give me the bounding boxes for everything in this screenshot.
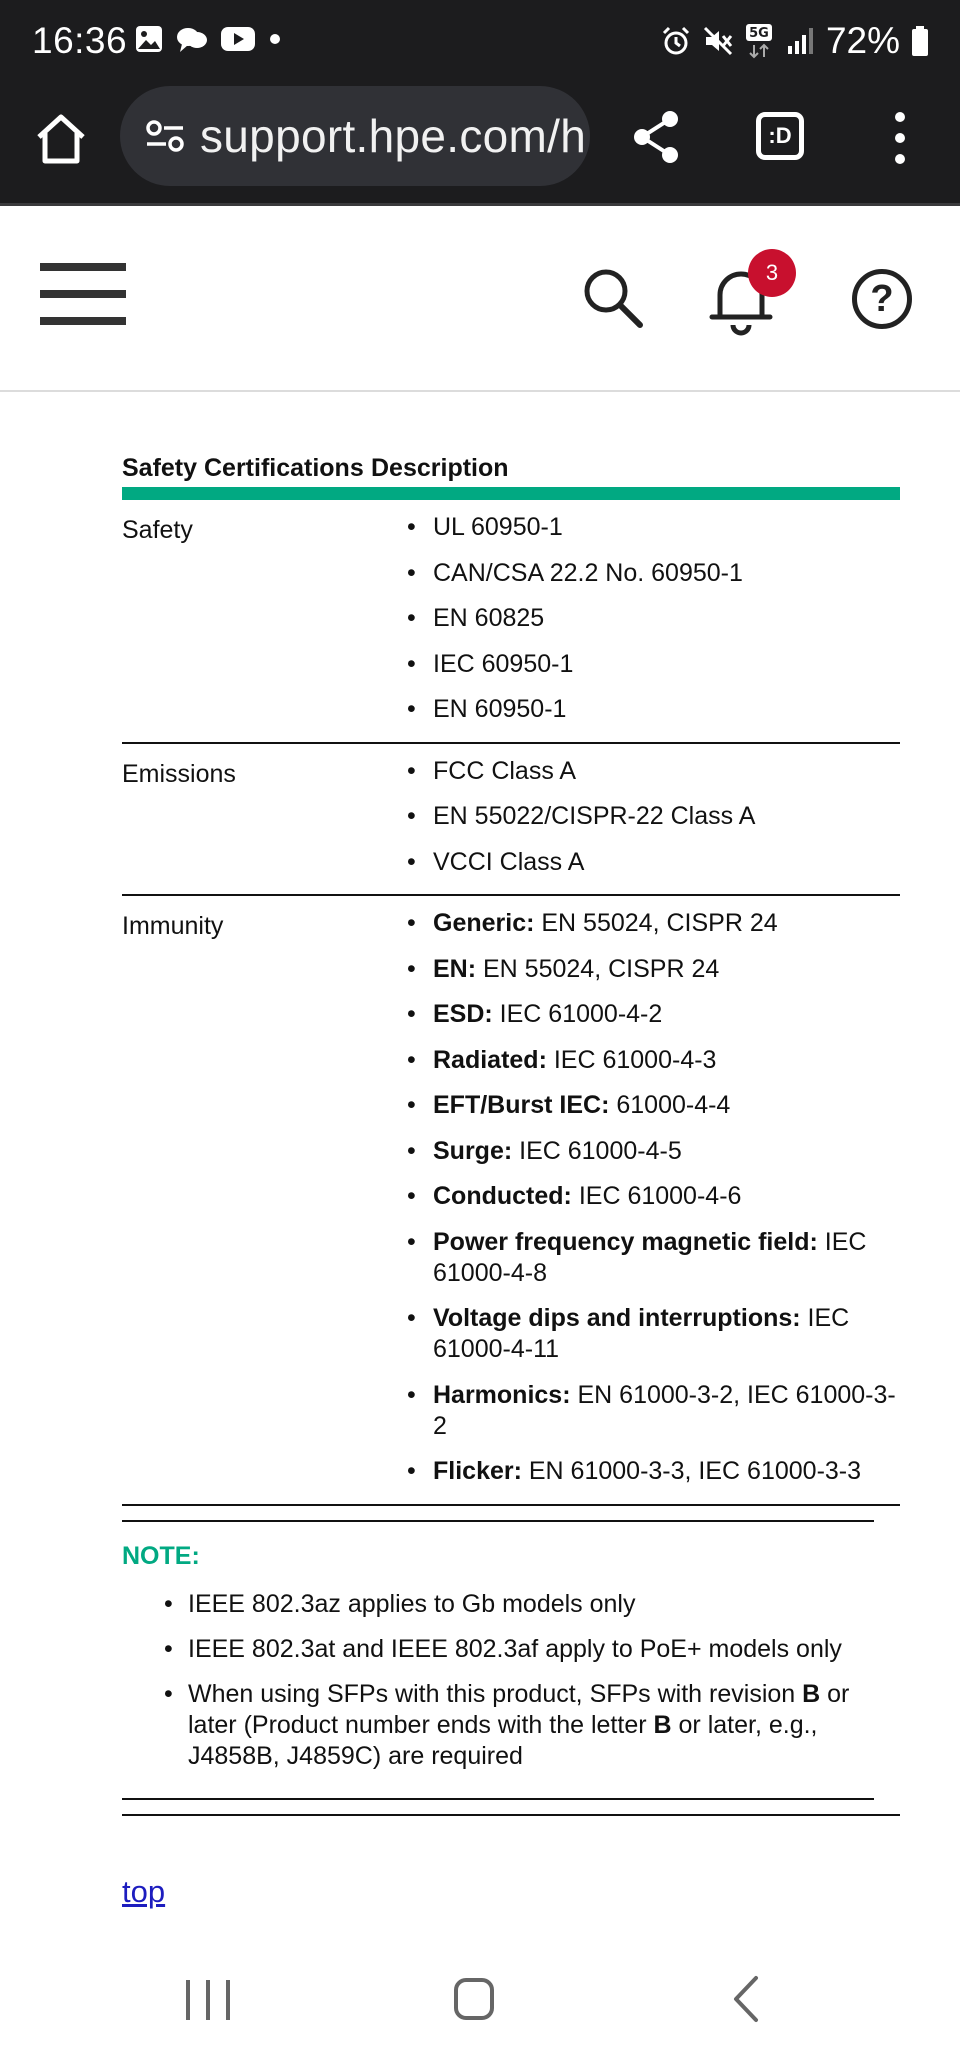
share-icon: [630, 109, 682, 165]
back-to-top-link[interactable]: top: [122, 1873, 166, 1909]
standard-value: IEC 61000-4-6: [571, 1182, 742, 1210]
recent-apps-button[interactable]: [186, 1980, 230, 2020]
standard-value: EN 61000-3-2, IEC 61000-3-2: [433, 1380, 896, 1440]
help-icon: ?: [870, 277, 894, 320]
browser-home-button[interactable]: [30, 108, 92, 170]
certification-name: Emissions: [122, 759, 236, 788]
standard-item: [407, 1181, 900, 1212]
table-row: [122, 744, 900, 897]
youtube-icon: [220, 25, 256, 53]
standard-item: [407, 1380, 900, 1442]
standard-label: Generic:: [433, 909, 535, 937]
status-notification-icons: [134, 24, 282, 54]
standard-value: UL 60950-1: [433, 513, 563, 541]
status-time: 16:36: [32, 20, 128, 61]
note-item: • IEEE 802.3at and IEEE 802.3af apply to PoE+ models only: [164, 1634, 874, 1665]
status-system-icons: [660, 20, 930, 62]
certification-standards-list: [407, 744, 900, 895]
site-settings-icon[interactable]: [140, 111, 190, 161]
standard-label: Radiated:: [433, 1045, 547, 1074]
standard-value: FCC Class A: [433, 756, 577, 785]
standard-item: [407, 603, 900, 634]
search-button[interactable]: [580, 265, 646, 331]
standard-item: [407, 801, 900, 832]
search-icon: [580, 265, 646, 331]
network-5g-label: 5G: [749, 26, 769, 41]
standard-value: IEC 61000-4-3: [546, 1045, 717, 1074]
standard-value: IEC 61000-4-5: [512, 1136, 682, 1165]
standard-value: EN 61000-3-3, IEC 61000-3-3: [521, 1457, 862, 1485]
standard-item: [407, 1136, 900, 1167]
menu-dot-icon: [895, 112, 905, 122]
standard-item: [407, 756, 900, 787]
mute-icon: [702, 25, 734, 57]
home-icon: [33, 111, 89, 167]
menu-dot-icon: [895, 154, 905, 164]
standard-label: Conducted:: [433, 1182, 572, 1210]
note-item: • When using SFPs with this product, SFPs with revision B or later (Product number ends with the letter B or later, e.g., J4858B, J4859C) are required: [164, 1679, 874, 1772]
battery-icon: [910, 25, 930, 57]
standard-item: [407, 558, 900, 589]
standard-value: EN 60950-1: [433, 695, 567, 723]
network-5g-icon: [744, 23, 776, 59]
standard-value: CAN/CSA 22.2 No. 60950-1: [433, 558, 743, 587]
standard-item: [407, 1090, 900, 1121]
site-header: [0, 209, 960, 392]
certification-name: Safety: [122, 516, 193, 544]
standard-value: EN 55024, CISPR 24: [534, 909, 778, 937]
standard-label: EFT/Burst IEC:: [433, 1091, 610, 1119]
table-header: [122, 392, 900, 500]
standard-label: Flicker:: [433, 1457, 522, 1485]
standard-item: [407, 1456, 900, 1487]
share-button[interactable]: [628, 106, 684, 168]
signal-icon: [786, 26, 816, 56]
standard-item: [407, 908, 900, 939]
standard-label: Power frequency magnetic field:: [433, 1227, 818, 1256]
standard-value: VCCI Class A: [433, 847, 585, 876]
standard-label: Voltage dips and interruptions:: [433, 1304, 801, 1332]
dot-icon: [268, 32, 282, 46]
menu-dot-icon: [895, 133, 905, 143]
standard-label: Harmonics:: [433, 1380, 571, 1409]
gallery-icon: [134, 24, 164, 54]
standard-item: [407, 954, 900, 985]
standard-value: IEC 60950-1: [433, 649, 574, 678]
back-chevron-icon: [728, 1974, 762, 2024]
standard-label: Surge:: [433, 1136, 513, 1165]
standard-value: IEC 61000-4-2: [492, 1000, 663, 1028]
standard-item: [407, 999, 900, 1030]
standard-item: [407, 512, 900, 543]
certification-name: Immunity: [122, 912, 224, 940]
notification-badge: 3: [748, 249, 796, 297]
standard-item: [407, 1227, 900, 1289]
browser-toolbar: [0, 86, 960, 206]
standard-label: ESD:: [433, 1000, 493, 1028]
tab-switcher-button[interactable]: :D: [756, 112, 804, 160]
certification-standards-list: [407, 896, 900, 1504]
note-divider-top: [122, 1520, 874, 1522]
standard-value: EN 55024, CISPR 24: [476, 954, 720, 983]
alarm-icon: [660, 25, 692, 57]
standard-item: [407, 1045, 900, 1076]
standard-value: IEC 61000-4-11: [433, 1304, 850, 1363]
standard-item: [407, 649, 900, 680]
standard-item: [407, 1303, 900, 1365]
table-row: [122, 896, 900, 1506]
certification-standards-list: [407, 500, 900, 742]
battery-percent: 72%: [825, 20, 900, 61]
standard-value: IEC 61000-4-8: [433, 1227, 867, 1287]
standard-item: [407, 847, 900, 878]
note-divider-bottom: [122, 1798, 874, 1800]
system-navigation-bar: [0, 1950, 960, 2059]
note-item: • IEEE 802.3az applies to Gb models only: [164, 1589, 874, 1620]
standard-value: EN 55022/CISPR-22 Class A: [433, 802, 756, 830]
system-back-button[interactable]: [728, 1974, 762, 2024]
status-bar: [0, 0, 960, 86]
help-button[interactable]: [852, 269, 912, 329]
standard-value: EN 60825: [433, 604, 545, 632]
main-content: [122, 392, 900, 1910]
column-header-certifications: Safety Certifications: [122, 454, 364, 482]
system-home-button[interactable]: [454, 1978, 494, 2020]
note-list: [122, 1589, 874, 1772]
chat-bubbles-icon: [176, 24, 208, 54]
browser-menu-button[interactable]: [880, 106, 920, 170]
url-text[interactable]: support.hpe.com/h: [200, 110, 587, 162]
certifications-table-body: [122, 500, 900, 1506]
table-divider-bottom: [122, 1814, 900, 1816]
standard-value: 61000-4-4: [609, 1091, 731, 1119]
note-label: NOTE:: [122, 1541, 200, 1570]
table-row: [122, 500, 900, 744]
standard-item: [407, 694, 900, 725]
address-bar[interactable]: [120, 86, 590, 186]
hamburger-menu-icon[interactable]: [40, 263, 126, 325]
column-header-description: Description: [371, 454, 509, 482]
standard-label: EN:: [433, 954, 477, 983]
